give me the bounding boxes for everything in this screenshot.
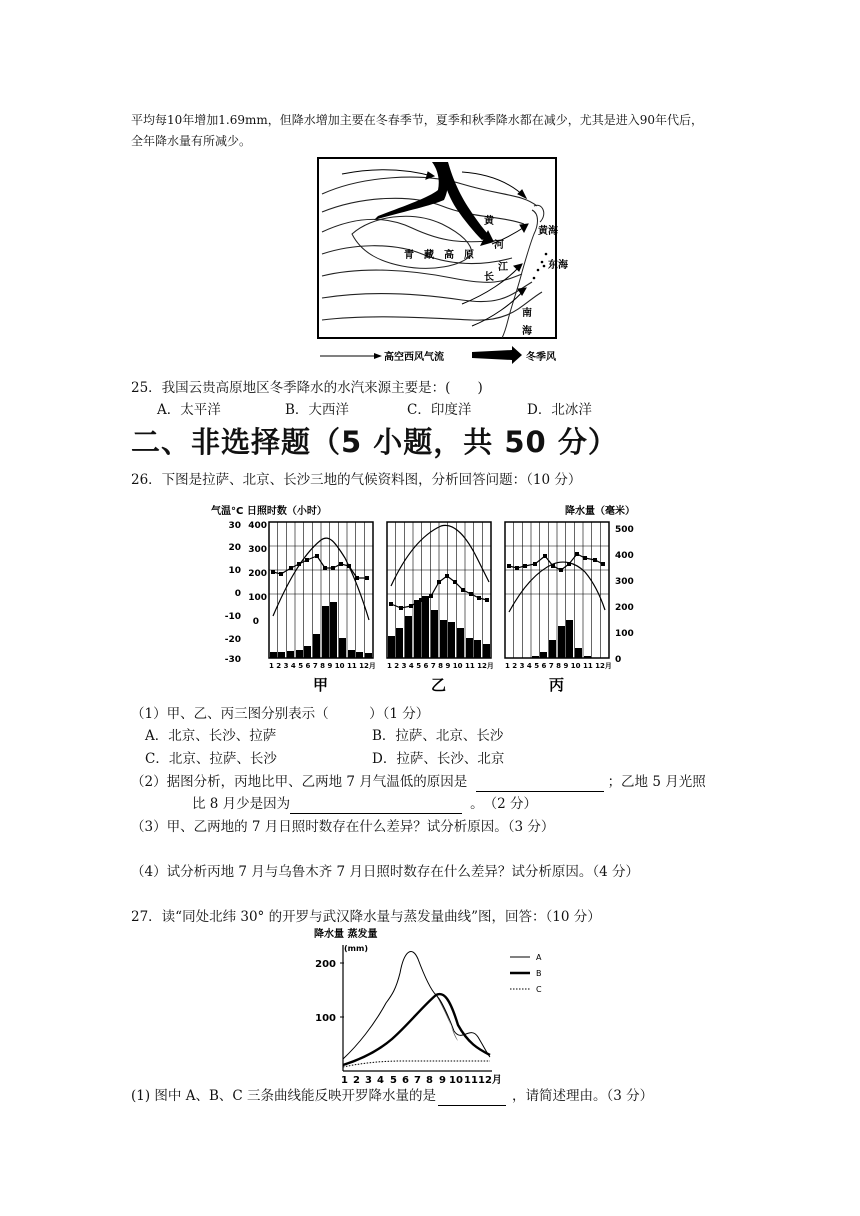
q25-stem: 25．我国云贵高原地区冬季降水的水汽来源主要是：( ) — [131, 380, 483, 396]
sun-tick-400: 400 — [248, 521, 267, 531]
temp-tick-m30: -30 — [224, 655, 241, 665]
q25-option-a: A．太平洋 — [157, 402, 221, 418]
q27-legend-c: C — [536, 985, 542, 994]
label-east-sea: 东海 — [548, 260, 568, 271]
label-south-2: 海 — [522, 326, 532, 337]
q27-xtick-5: 5 — [390, 1075, 397, 1086]
legend-westerly: 高空西风气流 — [384, 352, 444, 363]
q26-sub2-blank2[interactable] — [290, 798, 462, 814]
q26-stem: 26．下图是拉萨、北京、长沙三地的气候资料图，分析回答问题：（10 分） — [131, 472, 582, 488]
panel-bing — [505, 522, 612, 694]
q26-sub1-opt-b: B．拉萨、北京、长沙 — [372, 728, 504, 744]
panel-bing-name: 丙 — [549, 676, 565, 694]
precip-tick-400: 400 — [615, 551, 634, 561]
label-chang-2: 江 — [498, 262, 508, 273]
panel-yi-months: 1 2 3 4 5 6 7 8 9 10 11 12月 — [387, 662, 494, 670]
q26-sub1: （1）甲、乙、丙三图分别表示（ ）（1 分） — [131, 706, 430, 722]
temp-tick-20: 20 — [228, 543, 241, 553]
intro-line-1: 平均每10年增加1.69mm，但降水增加主要在冬春季节，夏季和秋季降水都在减少，尤其是进入90年代后， — [131, 113, 704, 127]
cairo-wuhan-chart — [312, 925, 572, 1085]
q27-xtick-9: 9 — [439, 1075, 446, 1086]
label-plateau: 青 藏 高 原 — [404, 250, 474, 261]
panel-jia-name: 甲 — [313, 676, 329, 694]
q27-sub1-part2: ，请简述理由。（3 分） — [512, 1088, 654, 1104]
climate-chart-panels — [205, 502, 645, 698]
label-huang-2: 河 — [494, 240, 504, 251]
temp-tick-m20: -20 — [224, 635, 241, 645]
panel-jia — [269, 522, 376, 694]
label-yellow-sea: 黄海 — [538, 226, 558, 237]
precip-tick-200: 200 — [615, 603, 634, 613]
q27-xtick-7: 7 — [414, 1075, 421, 1086]
q27-legend-a: A — [536, 953, 542, 962]
panel-jia-months: 1 2 3 4 5 6 7 8 9 10 11 12月 — [269, 662, 376, 670]
label-south-1: 南 — [522, 308, 532, 319]
q25-option-b: B．大西洋 — [285, 402, 349, 418]
q26-sub2-part1: （2）据图分析，丙地比甲、乙两地 7 月气温低的原因是 — [131, 774, 468, 790]
panel-yi-name: 乙 — [431, 676, 447, 694]
q27-xtick-10: 10 — [449, 1075, 463, 1086]
q27-xtick-4: 4 — [377, 1075, 384, 1086]
q26-sub3: （3）甲、乙两地的 7 月日照时数存在什么差异？试分析原因。（3 分） — [131, 819, 555, 835]
precip-tick-300: 300 — [615, 577, 634, 587]
precip-tick-0: 0 — [615, 655, 622, 665]
q27-xtick-1: 1 — [341, 1075, 348, 1086]
temp-tick-0: 0 — [234, 589, 241, 599]
q26-sub2-line2 — [192, 794, 537, 814]
q25-option-d: D．北冰洋 — [527, 402, 592, 418]
section-2-title: 二、非选择题（5 小题，共 50 分） — [131, 425, 618, 459]
q26-sub1-opt-a: A．北京、长沙、拉萨 — [145, 728, 277, 744]
q26-sub1-opt-d: D．拉萨、长沙、北京 — [372, 751, 505, 767]
sun-tick-0: 0 — [252, 617, 259, 627]
q27-chart-title: 降水量 蒸发量 — [314, 929, 378, 940]
q26-sub2-part2: ；乙地 5 月光照 — [607, 774, 706, 790]
monsoon-map — [312, 154, 568, 370]
q27-xtick-11: 11 — [464, 1075, 478, 1086]
q27-ytick-100: 100 — [315, 1013, 336, 1024]
q27-ytick-200: 200 — [315, 959, 336, 970]
precip-tick-100: 100 — [615, 629, 634, 639]
q26-sub4: （4）试分析丙地 7 月与乌鲁木齐 7 月日照时数存在什么差异？试分析原因。（4 分） — [131, 864, 640, 880]
panel-yi — [387, 522, 494, 694]
q27-xtick-8: 8 — [426, 1075, 433, 1086]
q27-chart-unit: (mm) — [344, 944, 368, 953]
sun-tick-300: 300 — [248, 545, 267, 555]
q27-sub1 — [131, 1086, 653, 1106]
right-axis-title: 降水量（毫米） — [565, 506, 635, 517]
q27-sub1-part1: (1) 图中 A、B、C 三条曲线能反映开罗降水量的是 — [131, 1088, 436, 1104]
q27-xtick-12: 12月 — [478, 1075, 502, 1086]
panel-bing-months: 1 2 3 4 5 6 7 8 9 10 11 12月 — [505, 662, 612, 670]
sun-tick-200: 200 — [248, 569, 267, 579]
temp-tick-m10: -10 — [224, 612, 241, 622]
q25-option-c: C．印度洋 — [407, 402, 472, 418]
q27-xtick-2: 2 — [353, 1075, 360, 1086]
q26-sub2-part4: 。 （2 分） — [470, 796, 538, 812]
left-axis-title: 气温°C 日照时数（小时） — [211, 506, 327, 517]
legend-monsoon: 冬季风 — [526, 352, 556, 363]
q27-stem: 27．读“同处北纬 30° 的开罗与武汉降水量与蒸发量曲线”图，回答：（10 分） — [131, 909, 601, 925]
q27-xtick-6: 6 — [402, 1075, 409, 1086]
precip-tick-500: 500 — [615, 525, 634, 535]
q26-sub2-part3: 比 8 月少是因为 — [192, 796, 291, 812]
label-huang-1: 黄 — [484, 216, 494, 227]
intro-line-2: 全年降水量有所减少。 — [131, 134, 252, 148]
q27-legend-b: B — [536, 969, 542, 978]
label-chang-1: 长 — [484, 272, 494, 283]
q27-sub1-blank[interactable] — [438, 1090, 506, 1106]
temp-tick-10: 10 — [228, 566, 241, 576]
q26-sub2-line1 — [131, 772, 706, 792]
q26-sub2-blank1[interactable] — [476, 776, 604, 792]
q27-xtick-3: 3 — [365, 1075, 372, 1086]
sun-tick-100: 100 — [248, 593, 267, 603]
temp-tick-30: 30 — [228, 521, 241, 531]
q26-sub1-opt-c: C．北京、拉萨、长沙 — [145, 751, 277, 767]
